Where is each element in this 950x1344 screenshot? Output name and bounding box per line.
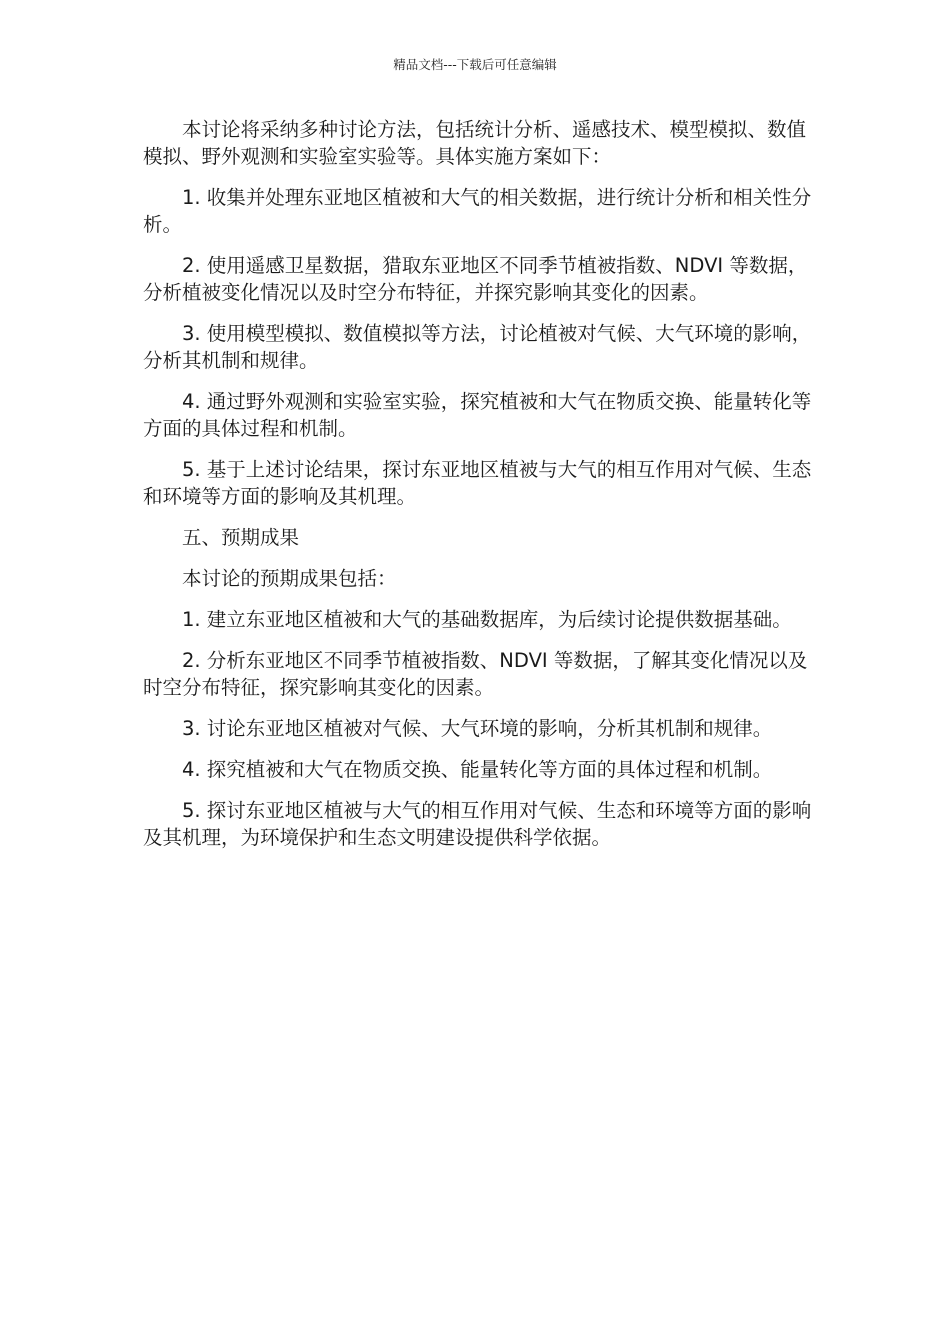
paragraph-plan-item-4: 4. 通过野外观测和实验室实验，探究植被和大气在物质交换、能量转化等方面的具体过程和机制。 bbox=[143, 390, 812, 440]
paragraph-result-item-4: 4. 探究植被和大气在物质交换、能量转化等方面的具体过程和机制。 bbox=[182, 758, 773, 781]
paragraph-plan-item-3: 3. 使用模型模拟、数值模拟等方法，讨论植被对气候、大气环境的影响，分析其机制和规律。 bbox=[143, 322, 812, 372]
paragraph-plan-item-5: 5. 基于上述讨论结果，探讨东亚地区植被与大气的相互作用对气候、生态和环境等方面的影响及其机理。 bbox=[143, 458, 812, 508]
paragraph-result-item-3: 3. 讨论东亚地区植被对气候、大气环境的影响，分析其机制和规律。 bbox=[182, 717, 773, 740]
paragraph-plan-item-1: 1. 收集并处理东亚地区植被和大气的相关数据，进行统计分析和相关性分析。 bbox=[143, 186, 812, 236]
paragraph-results-intro: 本讨论的预期成果包括： bbox=[182, 567, 397, 590]
paragraph-plan-item-2: 2. 使用遥感卫星数据，猎取东亚地区不同季节植被指数、NDVI 等数据，分析植被变化情况以及时空分布特征，并探究影响其变化的因素。 bbox=[143, 254, 808, 304]
paragraph-result-item-2: 2. 分析东亚地区不同季节植被指数、NDVI 等数据，了解其变化情况以及时空分布特征，探究影响其变化的因素。 bbox=[143, 649, 808, 699]
paragraph-methods-intro: 本讨论将采纳多种讨论方法，包括统计分析、遥感技术、模型模拟、数值模拟、野外观测和实验室实验等。具体实施方案如下： bbox=[143, 118, 807, 168]
document-body bbox=[143, 116, 815, 865]
paragraph-result-item-1: 1. 建立东亚地区植被和大气的基础数据库，为后续讨论提供数据基础。 bbox=[182, 608, 792, 631]
page-header: 精品文档---下载后可任意编辑 bbox=[393, 57, 557, 72]
section-heading-expected-results: 五、预期成果 bbox=[182, 526, 300, 549]
paragraph-result-item-5: 5. 探讨东亚地区植被与大气的相互作用对气候、生态和环境等方面的影响及其机理，为环境保护和生态文明建设提供科学依据。 bbox=[143, 799, 812, 849]
